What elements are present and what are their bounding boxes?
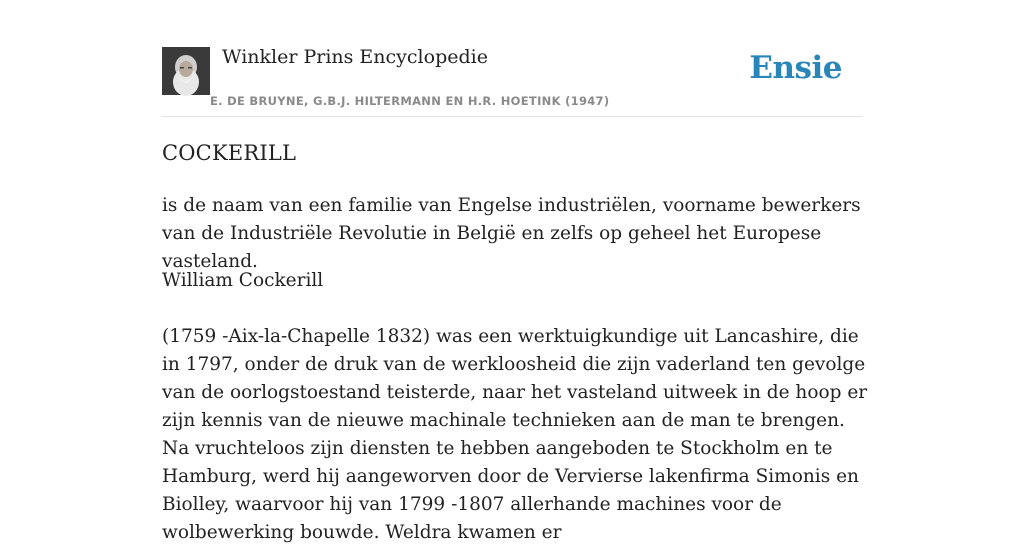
article-paragraph: is de naam van een familie van Engelse industriëlen, voorname bewerkers van de Industriële Revolutie in België en zelfs op geheel het Europese vasteland. (162, 195, 861, 272)
ensie-logo[interactable]: Ensie (749, 50, 842, 86)
article-subheading: William Cockerill (162, 270, 324, 291)
encyclopedia-authors: E. DE BRUYNE, G.B.J. HILTERMANN EN H.R. HOETINK (1947) (210, 94, 610, 108)
article-paragraph: (1759 -Aix-la-Chapelle 1832) was een werktuigkundige uit Lancashire, die in 1797, onder de druk van de werkloosheid die zijn vaderland ten gevolge van de oorlogstoestand teisterde, naar het vasteland uitweek in de hoop er zijn kennis van de nieuwe machinale technieken aan de man te brengen. Na vruchteloos zijn diensten te hebben aangeboden te Stockholm en te Hamburg, werd hij aangeworven door de Vervierse lakenfirma Simonis en Biolley, waarvoor hij van 1799 -1807 allerhande machines voor de wolbewerking bouwde. Weldra kwamen er (162, 326, 868, 543)
author-portrait-avatar[interactable] (162, 47, 210, 95)
portrait-icon (162, 47, 210, 95)
page-container (162, 0, 868, 543)
header (162, 0, 862, 117)
article-title: COCKERILL (162, 141, 297, 165)
encyclopedia-title-link[interactable]: Winkler Prins Encyclopedie (222, 46, 488, 68)
